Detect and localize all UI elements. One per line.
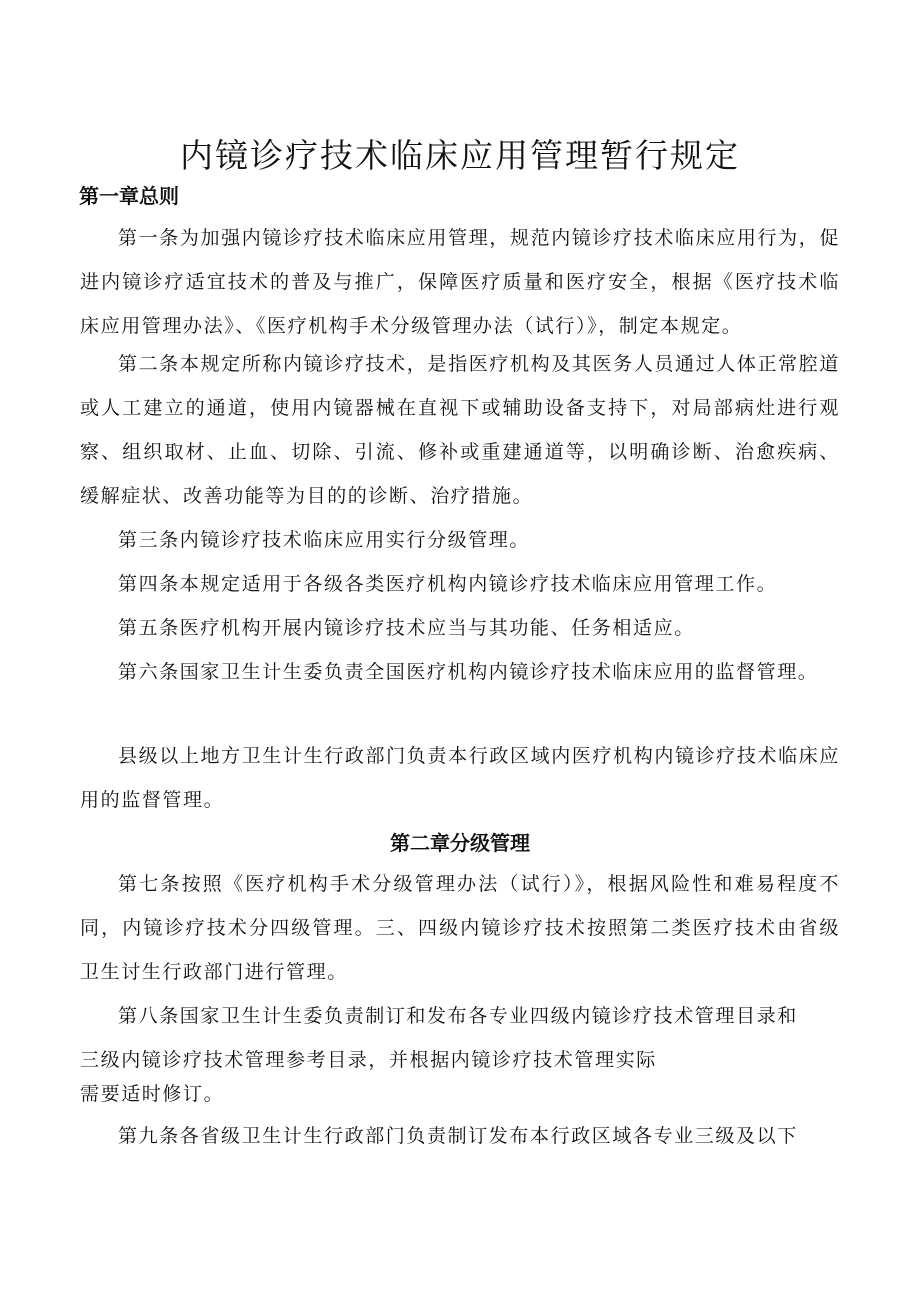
article-8: [80, 994, 840, 1082]
article-8-text: 需要适时修订。: [80, 1083, 225, 1105]
chapter-heading: 第一章总则: [79, 184, 179, 208]
article-9: 第九条各省级卫生计生行政部门负责制订发布本行政区域各专业三级及以下: [118, 1125, 798, 1147]
article-8-continuation: [80, 1072, 840, 1116]
article-4: 第四条本规定适用于各级各类医疗机构内镜诊疗技术临床应用管理工作。: [118, 573, 778, 595]
article-2: 第二条本规定所称内镜诊疗技术，是指医疗机构及其医务人员通过人体正常腔道或人工建立的通道，使用内镜器械在直视下或辅助设备支持下，对局部病灶进行观察、组织取材、止血、切除、引流、修补或重建通道等，以明确诊断、治愈疾病、缓解症状、改善功能等为目的的诊断、治疗措施。: [80, 353, 840, 507]
document-title: 内镜诊疗技术临床应用管理暂行规定: [180, 136, 740, 176]
article-3: 第三条内镜诊疗技术临床应用实行分级管理。: [118, 529, 531, 551]
article-5: 第五条医疗机构开展内镜诊疗技术应当与其功能、任务相适应。: [118, 617, 695, 639]
article-1: 第一条为加强内镜诊疗技术临床应用管理，规范内镜诊疗技术临床应用行为，促进内镜诊疗适宜技术的普及与推广，保障医疗质量和医疗安全，根据《医疗技术临床应用管理办法》、《医疗机构手术分级管理办法（试行）》，制定本规定。: [80, 227, 840, 337]
article-8-text: 三级内镜诊疗技术管理参考目录，并根据内镜诊疗技术管理实际: [80, 1049, 657, 1071]
chapter-heading: 第二章分级管理: [390, 831, 530, 855]
article-6-paragraph-2: 县级以上地方卫生计生行政部门负责本行政区域内医疗机构内镜诊疗技术临床应用的监督管理。: [80, 745, 840, 811]
article-8-text: 第八条国家卫生计生委负责制订和发布各专业四级内镜诊疗技术管理目录和: [118, 1005, 798, 1027]
article-7: 第七条按照《医疗机构手术分级管理办法（试行）》，根据风险性和难易程度不同，内镜诊疗技术分四级管理。三、四级内镜诊疗技术按照第二类医疗技术由省级卫生讨生行政部门进行管理。: [80, 873, 840, 983]
article-6: 第六条国家卫生计生委负责全国医疗机构内镜诊疗技术临床应用的监督管理。: [118, 661, 819, 683]
